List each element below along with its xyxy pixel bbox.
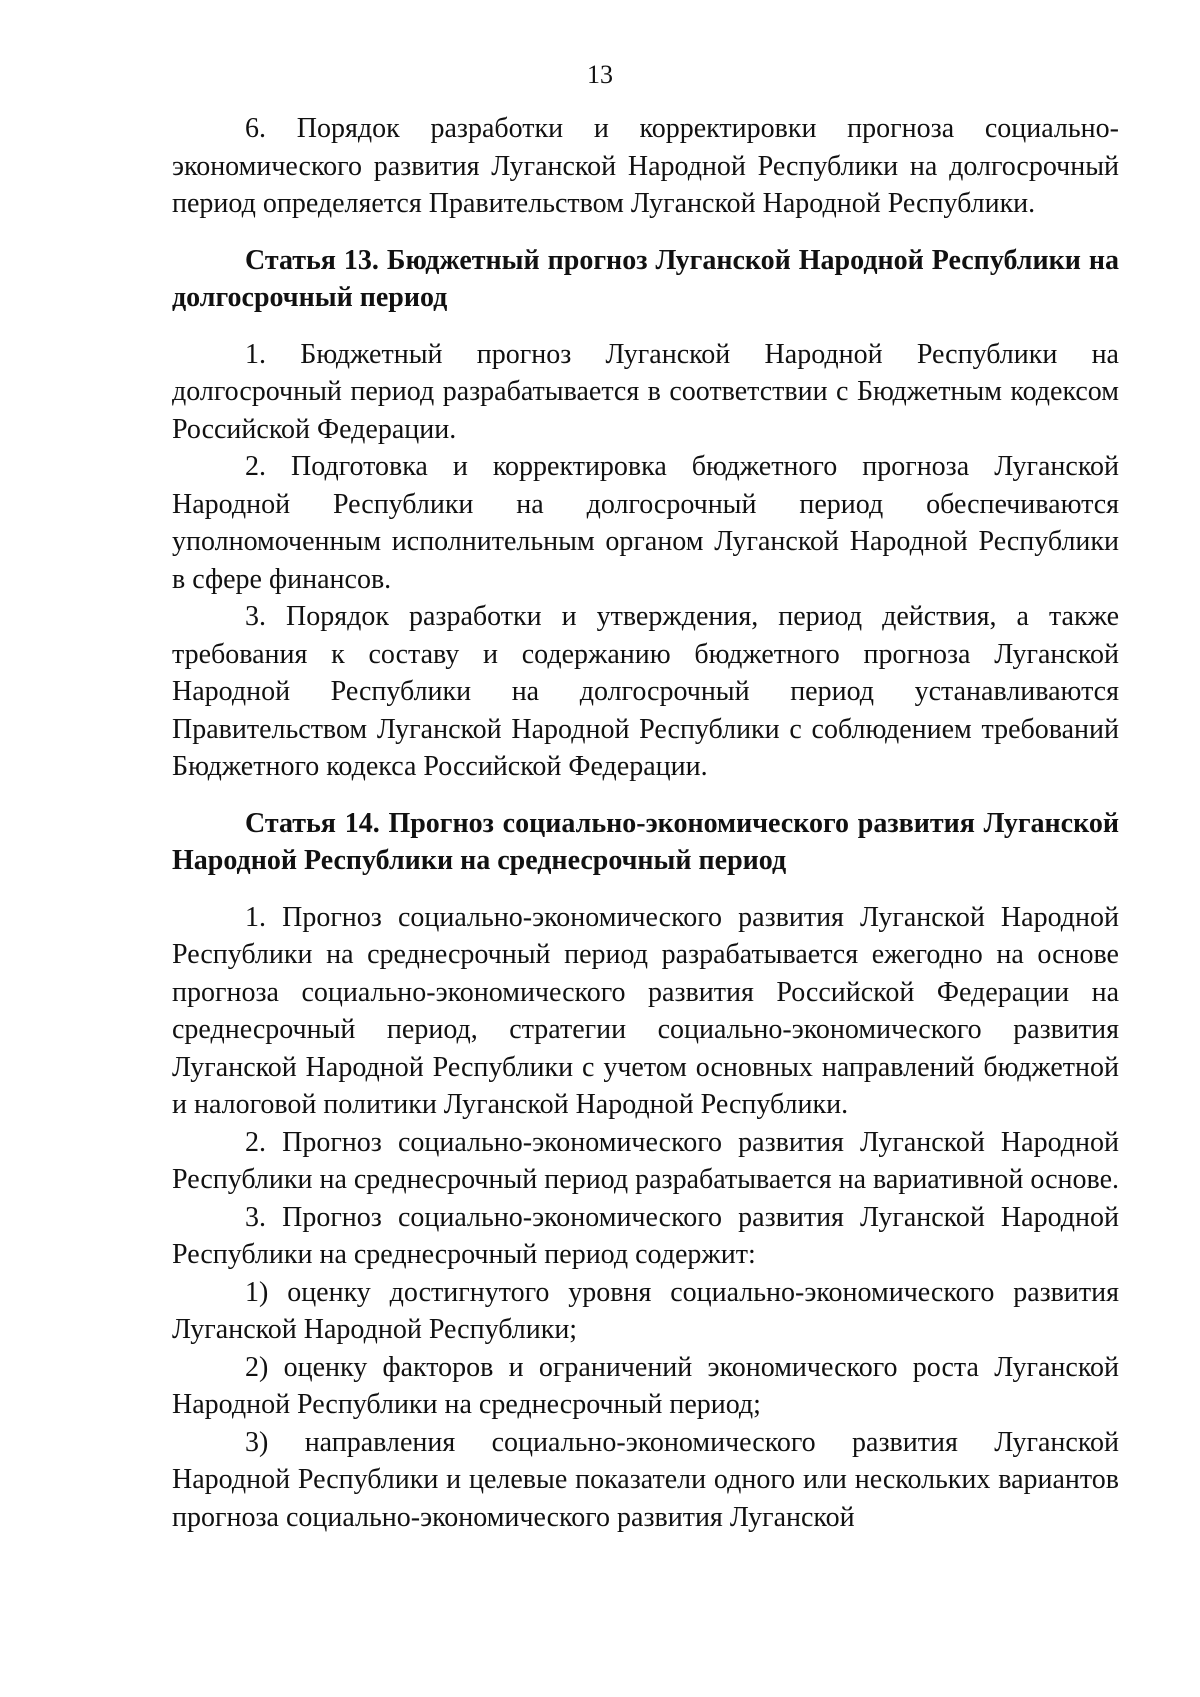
- article-13-heading: Статья 13. Бюджетный прогноз Луганской Народной Республики на долгосрочный период: [172, 244, 1119, 313]
- article-14-list-item-2: 2) оценку факторов и ограничений экономического роста Луганской Народной Республики на среднесрочный период;: [172, 1351, 1119, 1420]
- article-14-list-item-1: 1) оценку достигнутого уровня социально-экономического развития Луганской Народной Республики;: [172, 1276, 1119, 1345]
- document-body: [172, 110, 1119, 1536]
- page-number: 13: [587, 60, 613, 89]
- article-13-paragraph-2: 2. Подготовка и корректировка бюджетного прогноза Луганской Народной Республики на долгосрочный период обеспечиваются уполномоченным исполнительным органом Луганской Народной Республики в сфере финансов.: [172, 451, 1119, 595]
- paragraph-6-long-term-forecast-procedure: 6. Порядок разработки и корректировки прогноза социально-экономического развития Луганской Народной Республики на долгосрочный период определяется Правительством Луганской Народной Республики.: [172, 113, 1119, 219]
- article-14-list-item-3: 3) направления социально-экономического развития Луганской Народной Республики и целевые показатели одного или нескольких вариантов прогноза социально-экономического развития Луганской: [172, 1426, 1119, 1533]
- article-13-paragraph-1: 1. Бюджетный прогноз Луганской Народной Республики на долгосрочный период разрабатывается в соответствии с Бюджетным кодексом Российской Федерации.: [172, 338, 1119, 445]
- article-14-paragraph-3: 3. Прогноз социально-экономического развития Луганской Народной Республики на среднесрочный период содержит:: [172, 1201, 1119, 1270]
- article-14-paragraph-1: 1. Прогноз социально-экономического развития Луганской Народной Республики на среднесрочный период разрабатывается ежегодно на основе прогноза социально-экономического развития Российской Федерации на среднесрочный период, стратегии социально-экономического развития Луганской Народной Республики с учетом основных направлений бюджетной и налоговой политики Луганской Народной Республики.: [172, 901, 1119, 1120]
- article-13-paragraph-3: 3. Порядок разработки и утверждения, период действия, а также требования к составу и содержанию бюджетного прогноза Луганской Народной Республики на долгосрочный период устанавливаются Правительством Луганской Народной Республики с соблюдением требований Бюджетного кодекса Российской Федерации.: [172, 601, 1119, 782]
- article-14-paragraph-2: 2. Прогноз социально-экономического развития Луганской Народной Республики на среднесрочный период разрабатывается на вариативной основе.: [172, 1126, 1120, 1195]
- article-14-heading: Статья 14. Прогноз социально-экономического развития Луганской Народной Республики на среднесрочный период: [172, 807, 1119, 876]
